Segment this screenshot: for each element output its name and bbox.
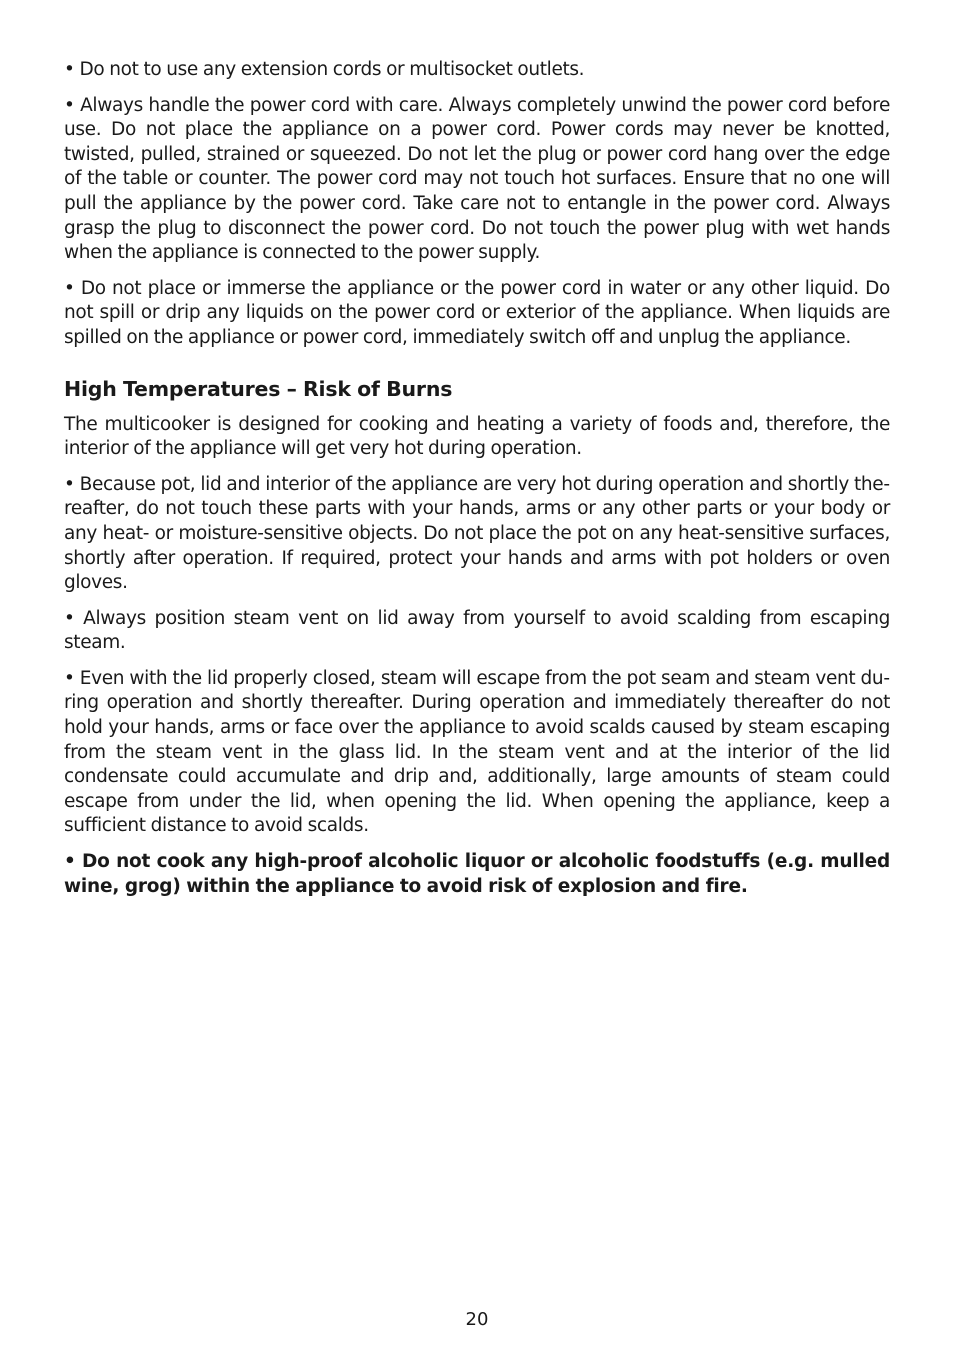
bullet-power-cord-care: • Always handle the power cord with care. Always completely unwind the power cord before use. Do not place the appliance on a power cord. Power cords may never be knotted, twisted, pulled, strained or squeezed. Do not let the plug or power cord hang over the edge of the table or counter. The power cord may not touch hot surfaces. Ensure that no one will pull the appliance by the power cord. Take care not to entangle in the power cord. Always grasp the plug to disconnect the power cord. Do not touch the power plug with wet hands when the appliance is connected to the power supply. [64, 94, 890, 264]
warning-alcohol: • Do not cook any high-proof alcoholic liquor or alcoholic foodstuffs (e.g. mulled wine, grog) within the appliance to avoid risk of explosion and fire. [64, 851, 890, 897]
page-number: 20 [465, 1309, 489, 1330]
bullet-extension-cords: • Do not to use any extension cords or multisocket outlets. [64, 59, 585, 80]
bullet-steam-escape: • Even with the lid properly closed, steam will escape from the pot seam and steam vent during operation and shortly thereafter. During operation and immediately thereafter do not hold your hands, arms or face over the appliance to avoid scalds caused by steam escaping from the steam vent in the glass lid. In the steam vent and at the interior of the lid condensate could accumulate and drip and, additionally, large amounts of steam could escape from under the lid, when opening the lid. When opening the appliance, keep a sufficient distance to avoid scalds. [64, 667, 890, 837]
document-page [64, 58, 890, 910]
section-heading-high-temperatures: High Temperatures – Risk of Burns [64, 376, 453, 401]
bullet-no-immersion: • Do not place or immerse the appliance or the power cord in water or any other liquid. Do not spill or drip any liquids on the power cord or exterior of the appliance. When liquids are spilled on the appliance or power cord, immediately switch off and unplug the appliance. [64, 277, 890, 348]
bullet-steam-vent-position: • Always position steam vent on lid away from yourself to avoid scalding from escaping steam. [64, 607, 890, 654]
section-intro: The multicooker is designed for cooking and heating a variety of foods and, therefore, the interior of the appliance will get very hot during operation. [64, 413, 890, 460]
bullet-hot-parts: • Because pot, lid and interior of the appliance are very hot during operation and shortly thereafter, do not touch these parts with your hands, arms or any other parts or your body or any heat- or moisture-sensitive objects. Do not place the pot on any heat-sensitive surfaces, shortly after operation. If required, protect your hands and arms with pot holders or oven gloves. [64, 473, 890, 594]
